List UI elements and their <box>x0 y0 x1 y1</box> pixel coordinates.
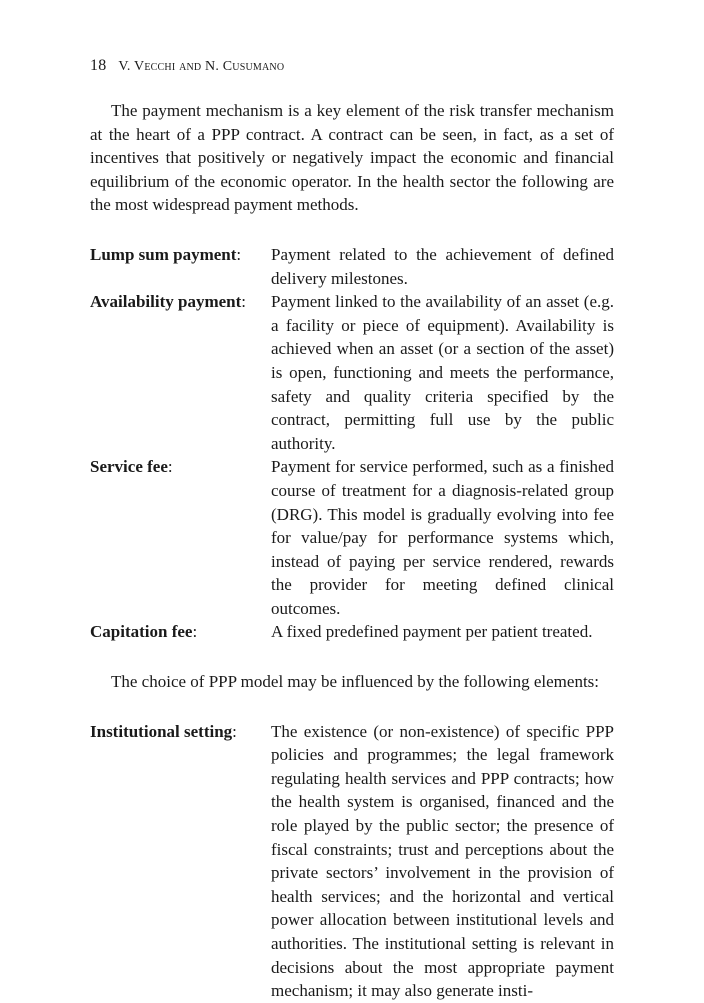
intro-paragraph: The payment mechanism is a key element of the risk transfer mechanism at the heart of a PPP contract. A contract can be seen, in fact, as a set of incentives that positively or negatively impact the economic and financial equilibrium of the economic operator. In the health sector the following are the most widespread payment methods. <box>90 101 614 215</box>
elements-list <box>90 720 614 1003</box>
definition-row-availability <box>90 290 614 455</box>
running-head <box>90 56 614 77</box>
choice-paragraph: The choice of PPP model may be influenced by the following elements: <box>111 672 600 692</box>
term-description: Payment for service performed, such as a finished course of treatment for a diagnosis-related group (DRG). This model is gradually evolving into fee for value/pay for performance systems which, instead of paying per service rendered, rewards the provider for meeting defined clinical outcomes. <box>271 457 614 618</box>
definition-row-institutional-setting <box>90 720 614 1003</box>
term-label: Lump sum payment: <box>90 244 242 264</box>
spacer <box>90 644 614 670</box>
definition-row-capitation-fee <box>90 620 614 644</box>
term-text: Lump sum payment <box>90 244 237 264</box>
term-text: Capitation fee <box>90 622 193 642</box>
term-label: Capitation fee: <box>90 622 198 642</box>
definition-row-service-fee <box>90 455 614 620</box>
term-description: The existence (or non-existence) of specific PPP policies and programmes; the legal framework regulating health services and PPP contracts; how the health system is organised, financed and the role played by the public sector; the presence of fiscal constraints; trust and perceptions about the private sectors’ involvement in the provision of health services; and the horizontal and vertical power allocation between institutional levels and authorities. The institutional setting is relevant in decisions about the most appropriate payment mechanism; it may also generate insti- <box>271 721 614 1001</box>
term-label: Service fee: <box>90 457 173 477</box>
term-description: Payment related to the achievement of defined delivery milestones. <box>271 244 614 288</box>
running-head-authors: V. Vecchi and N. Cusumano <box>118 59 285 74</box>
payment-methods-list <box>90 243 614 644</box>
page-number: 18 <box>90 57 107 74</box>
definition-row-lump-sum <box>90 243 614 290</box>
term-text: Service fee <box>90 457 168 477</box>
term-description: A fixed predefined payment per patient treated. <box>271 622 593 642</box>
term-text: Availability payment <box>90 292 242 312</box>
term-label: Availability payment: <box>90 292 247 312</box>
term-text: Institutional setting <box>90 721 233 741</box>
page-content <box>90 56 614 1003</box>
term-label: Institutional setting: <box>90 721 237 741</box>
term-description: Payment linked to the availability of an asset (e.g. a facility or piece of equipment). Availability is achieved when an asset (or a section of the asset) is open, functioning and meets the performance, safety and quality criteria specified by the contract, permitting full use by the public authority. <box>271 292 614 453</box>
